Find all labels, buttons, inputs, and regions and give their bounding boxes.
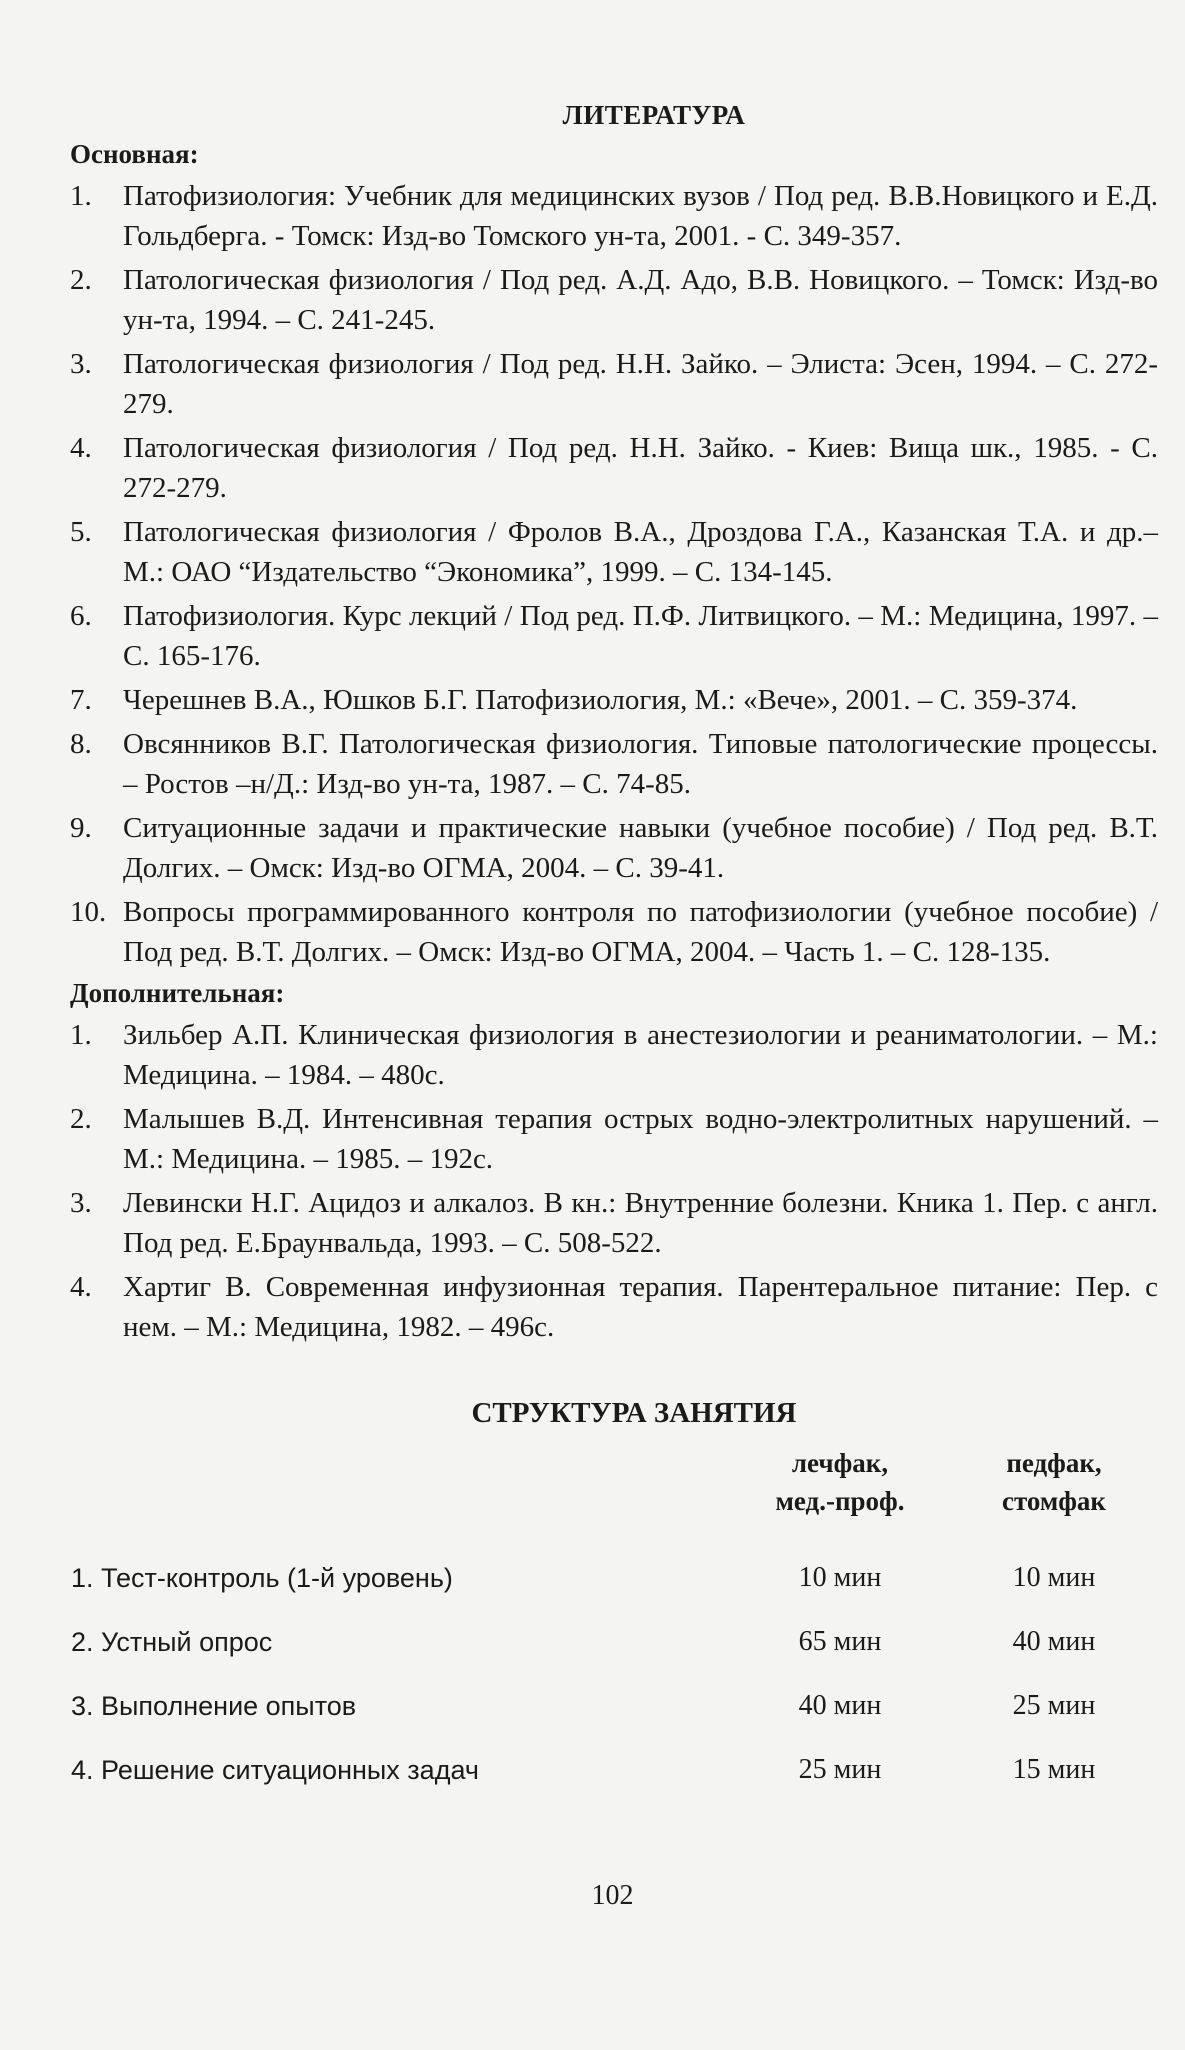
list-item bbox=[70, 512, 1158, 592]
time-pedfak: 15 мин bbox=[1012, 1754, 1096, 1785]
list-item-number: 1. bbox=[70, 1019, 92, 1051]
header-line: стомфак bbox=[1001, 1486, 1106, 1516]
header-line: лечфак, bbox=[791, 1448, 889, 1478]
list-item-text: Вопросы программированного контроля по патофизиологии (учебное пособие) / Под ред. В.Т. Долгих. – Омск: Изд-во ОГМА, 2004. – Часть 1. – С. 128-135. bbox=[123, 896, 1158, 968]
list-item-text: Патологическая физиология / Под ред. А.Д. Адо, В.В. Новицкого. – Томск: Изд-во ун-та, 1994. – С. 241-245. bbox=[123, 264, 1158, 336]
table-row bbox=[70, 1674, 1158, 1738]
list-item-number: 10. bbox=[70, 896, 107, 928]
list-item bbox=[70, 428, 1158, 508]
list-item-number: 3. bbox=[70, 348, 92, 380]
list-item-number: 4. bbox=[70, 1271, 92, 1303]
time-pedfak: 40 мин bbox=[1012, 1626, 1096, 1657]
structure-table bbox=[70, 1444, 1158, 1802]
list-item-text: Малышев В.Д. Интенсивная терапия острых водно-электролитных нарушений. – М.: Медицина. – 1985. – 192с. bbox=[123, 1103, 1158, 1175]
list-item-text: Овсянников В.Г. Патологическая физиология. Типовые патологические процессы. – Ростов –н/Д.: Изд-во ун-та, 1987. – С. 74-85. bbox=[123, 728, 1158, 800]
list-item-number: 1. bbox=[70, 180, 92, 212]
page-number: 102 bbox=[591, 1880, 634, 1911]
list-item-text: Патофизиология. Курс лекций / Под ред. П.Ф. Литвицкого. – М.: Медицина, 1997. – С. 165-176. bbox=[123, 600, 1158, 672]
table-row bbox=[70, 1546, 1158, 1610]
list-item-text: Левински Н.Г. Ацидоз и алкалоз. В кн.: Внутренние болезни. Кника 1. Пер. с англ. Под ред. Е.Браунвальда, 1993. – С. 508-522. bbox=[123, 1187, 1158, 1259]
activity-label: 4. Решение ситуационных задач bbox=[71, 1754, 479, 1785]
activity-label: 1. Тест-контроль (1-й уровень) bbox=[71, 1562, 453, 1593]
list-item-text: Зильбер А.П. Клиническая физиология в анестезиологии и реаниматологии. – М.: Медицина. – 1984. – 480с. bbox=[123, 1019, 1158, 1091]
header-line: педфак, bbox=[1006, 1448, 1102, 1478]
literature-title: ЛИТЕРАТУРА bbox=[562, 100, 746, 130]
list-item-number: 5. bbox=[70, 516, 92, 548]
list-item-number: 6. bbox=[70, 600, 92, 632]
list-item bbox=[70, 680, 1158, 720]
list-item-number: 3. bbox=[70, 1187, 92, 1219]
list-item-number: 8. bbox=[70, 728, 92, 760]
list-item bbox=[70, 1183, 1158, 1263]
main-literature-label: Основная: bbox=[70, 139, 199, 169]
table-row bbox=[70, 1610, 1158, 1674]
main-literature-list bbox=[70, 176, 1158, 972]
table-header-empty bbox=[70, 1444, 730, 1546]
list-item bbox=[70, 892, 1158, 972]
list-item-number: 9. bbox=[70, 812, 92, 844]
list-item bbox=[70, 344, 1158, 424]
list-item-text: Патофизиология: Учебник для медицинских вузов / Под ред. В.В.Новицкого и Е.Д. Гольдберга. - Томск: Изд-во Томского ун-та, 2001. - С. 349-357. bbox=[123, 180, 1158, 252]
list-item-number: 2. bbox=[70, 1103, 92, 1135]
list-item bbox=[70, 260, 1158, 340]
list-item bbox=[70, 724, 1158, 804]
list-item-number: 2. bbox=[70, 264, 92, 296]
list-item-text: Черешнев В.А., Юшков Б.Г. Патофизиология, М.: «Вече», 2001. – С. 359-374. bbox=[123, 684, 1078, 716]
list-item bbox=[70, 1267, 1158, 1347]
list-item-number: 4. bbox=[70, 432, 92, 464]
list-item bbox=[70, 1099, 1158, 1179]
list-item bbox=[70, 596, 1158, 676]
list-item bbox=[70, 808, 1158, 888]
list-item-text: Ситуационные задачи и практические навыки (учебное пособие) / Под ред. В.Т. Долгих. – Омск: Изд-во ОГМА, 2004. – С. 39-41. bbox=[123, 812, 1158, 884]
list-item-text: Патологическая физиология / Фролов В.А., Дроздова Г.А., Казанская Т.А. и др.– М.: ОАО “Издательство “Экономика”, 1999. – С. 134-145. bbox=[123, 516, 1158, 588]
table-header-pedfak bbox=[950, 1444, 1158, 1546]
page-content bbox=[70, 100, 1158, 1802]
list-item-number: 7. bbox=[70, 684, 92, 716]
list-item bbox=[70, 1015, 1158, 1095]
list-item-text: Хартиг В. Современная инфузионная терапия. Парентеральное питание: Пер. с нем. – М.: Медицина, 1982. – 496с. bbox=[123, 1271, 1158, 1343]
time-pedfak: 10 мин bbox=[1012, 1562, 1096, 1593]
activity-label: 3. Выполнение опытов bbox=[71, 1690, 357, 1721]
time-lechfak: 10 мин bbox=[798, 1562, 882, 1593]
list-item bbox=[70, 176, 1158, 256]
time-lechfak: 25 мин bbox=[798, 1754, 882, 1785]
table-header-lechfak bbox=[730, 1444, 950, 1546]
structure-title: СТРУКТУРА ЗАНЯТИЯ bbox=[471, 1397, 797, 1429]
extra-literature-list bbox=[70, 1015, 1158, 1347]
list-item-text: Патологическая физиология / Под ред. Н.Н. Зайко. – Элиста: Эсен, 1994. – С. 272-279. bbox=[123, 348, 1158, 420]
time-lechfak: 40 мин bbox=[798, 1690, 882, 1721]
extra-literature-label: Дополнительная: bbox=[70, 978, 285, 1008]
header-line: мед.-проф. bbox=[775, 1486, 905, 1516]
activity-label: 2. Устный опрос bbox=[71, 1626, 273, 1657]
table-header-row bbox=[70, 1444, 1158, 1546]
time-lechfak: 65 мин bbox=[798, 1626, 882, 1657]
table-row bbox=[70, 1738, 1158, 1802]
time-pedfak: 25 мин bbox=[1012, 1690, 1096, 1721]
list-item-text: Патологическая физиология / Под ред. Н.Н. Зайко. - Киев: Вища шк., 1985. - С. 272-279. bbox=[123, 432, 1158, 504]
